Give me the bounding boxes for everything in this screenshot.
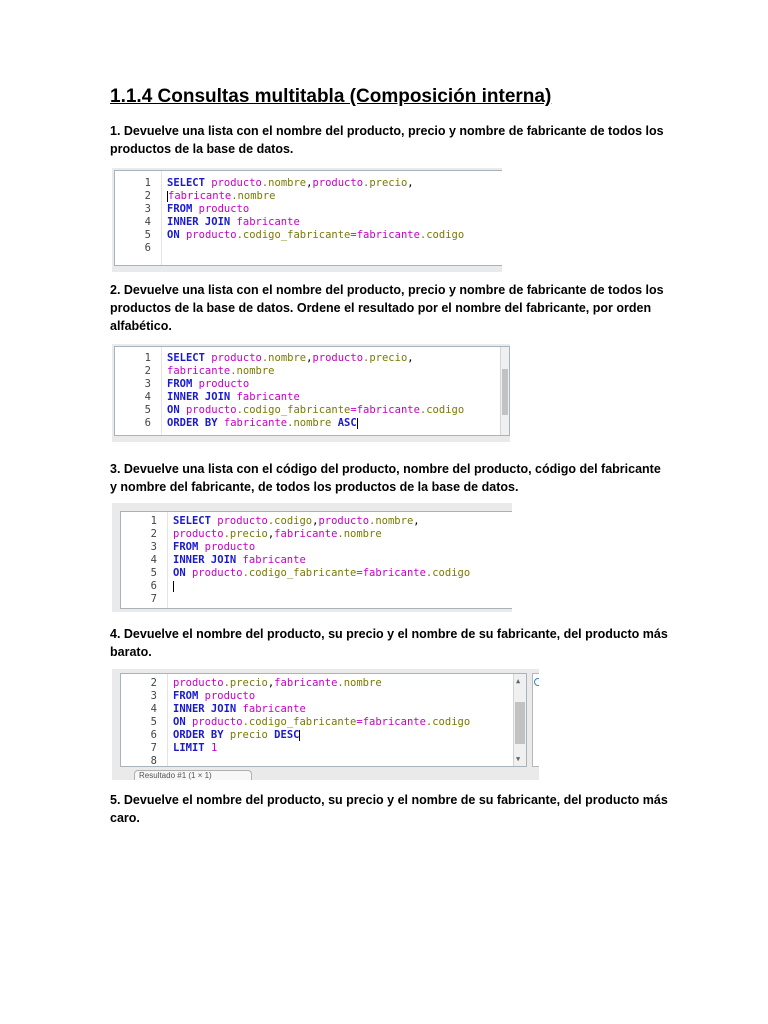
code-token: producto: [312, 352, 364, 364]
code-token: producto: [185, 229, 237, 241]
code-token: nombre: [375, 515, 414, 527]
code-text: [173, 716, 470, 729]
code-token: fabricante: [168, 190, 232, 202]
code-token: fabricante: [274, 677, 338, 689]
code-token: .: [419, 404, 427, 416]
code-token: ORDER BY: [167, 417, 218, 429]
code-token: .: [231, 190, 238, 202]
tab-results[interactable]: Resultado #1 (1 × 1): [134, 770, 252, 780]
code-token: nombre: [343, 528, 382, 540]
line-number: 6: [144, 242, 151, 254]
line-number: 2: [144, 365, 151, 377]
code-token: fabricante: [274, 528, 338, 540]
line-number: 6: [144, 417, 151, 429]
code-text: [173, 528, 382, 541]
code-line[interactable]: [121, 742, 526, 755]
code-line[interactable]: [115, 404, 509, 417]
screenshot-4: [112, 669, 539, 780]
code-line[interactable]: [115, 190, 502, 203]
code-token: producto: [204, 690, 256, 702]
line-number: 3: [150, 541, 157, 553]
code-text: [173, 580, 174, 593]
code-line[interactable]: [121, 690, 526, 703]
code-token: producto: [211, 352, 262, 364]
code-token: .: [287, 417, 294, 429]
code-token: .: [267, 515, 275, 527]
code-text: [167, 417, 358, 430]
code-token: .: [337, 677, 344, 689]
code-token: .: [261, 352, 269, 364]
sql-editor[interactable]: [120, 673, 527, 767]
code-token: producto: [191, 567, 243, 579]
sql-editor[interactable]: [114, 346, 510, 436]
line-number: 6: [150, 729, 157, 741]
code-token: nombre: [343, 677, 382, 689]
text-cursor: [299, 730, 300, 741]
code-token: .: [363, 352, 370, 364]
line-number: 3: [144, 378, 151, 390]
code-token: producto: [217, 515, 268, 527]
code-token: producto: [173, 528, 224, 540]
code-line[interactable]: [121, 554, 512, 567]
code-token: .: [261, 177, 269, 189]
code-token: producto: [198, 203, 250, 215]
code-line[interactable]: [121, 677, 526, 690]
screenshot-2: [112, 344, 510, 442]
code-token: ON: [167, 229, 180, 241]
code-text: [173, 515, 420, 528]
code-token: .: [223, 528, 230, 540]
line-number: 3: [144, 203, 151, 215]
code-text: [167, 177, 414, 190]
line-number: 2: [150, 677, 157, 689]
code-token: FROM: [173, 690, 199, 702]
code-token: fabricante: [167, 365, 231, 377]
sql-editor[interactable]: [114, 170, 502, 266]
scroll-down-arrow-icon[interactable]: ▼: [516, 755, 521, 763]
code-token: LIMIT: [173, 742, 205, 754]
code-token: precio: [369, 352, 408, 364]
screenshot-3: [112, 503, 512, 612]
code-token: codigo: [432, 716, 471, 728]
code-token: ,: [413, 515, 420, 527]
code-token: producto: [185, 404, 237, 416]
code-token: ,: [407, 177, 414, 189]
question-2: 2. Devuelve una lista con el nombre del producto, precio y nombre de fabricante de todos los productos de la base de datos. Ordene el resultado por el nombre del fabricante, por orden alfabético.: [110, 283, 664, 333]
code-token: SELECT: [167, 177, 205, 189]
code-token: codigo_fabricante: [242, 404, 351, 416]
code-token: precio: [229, 677, 268, 689]
screenshot-1: [112, 168, 502, 272]
code-text: [173, 677, 382, 690]
code-line[interactable]: [121, 541, 512, 554]
code-token: ,: [306, 177, 313, 189]
code-text: [167, 203, 249, 216]
code-token: codigo_fabricante: [242, 229, 351, 241]
line-number: 4: [150, 703, 157, 715]
line-number: 4: [144, 391, 151, 403]
code-line[interactable]: [115, 203, 502, 216]
question-4: 4. Devuelve el nombre del producto, su precio y el nombre de su fabricante, del producto más barato.: [110, 627, 668, 659]
code-text: [167, 391, 300, 404]
code-token: =: [356, 567, 363, 579]
line-number: 3: [150, 690, 157, 702]
code-token: SELECT: [167, 352, 205, 364]
code-line[interactable]: [121, 593, 512, 606]
code-line[interactable]: [121, 528, 512, 541]
code-token: fabricante: [236, 216, 300, 228]
code-line[interactable]: [115, 378, 509, 391]
question-1: 1. Devuelve una lista con el nombre del producto, precio y nombre de fabricante de todos los productos de la base de datos.: [110, 124, 664, 156]
vertical-scrollbar[interactable]: [513, 674, 526, 766]
code-token: FROM: [173, 541, 199, 553]
code-token: producto: [204, 541, 256, 553]
line-number: 5: [144, 229, 151, 241]
code-token: .: [337, 528, 344, 540]
code-token: fabricante: [223, 417, 288, 429]
code-token: producto: [173, 677, 224, 689]
code-token: .: [230, 365, 237, 377]
page-title: 1.1.4 Consultas multitabla (Composición interna): [110, 86, 552, 107]
code-token: ,: [306, 352, 313, 364]
code-token: ORDER BY: [173, 729, 224, 741]
code-text: [167, 378, 249, 391]
code-token: ,: [407, 352, 414, 364]
code-token: fabricante: [362, 567, 426, 579]
text-cursor: [173, 581, 174, 592]
line-number: 1: [144, 352, 151, 364]
code-token: 1: [210, 742, 218, 754]
code-line[interactable]: [115, 216, 502, 229]
code-token: ON: [173, 567, 186, 579]
code-token: codigo: [426, 404, 465, 416]
code-token: ,: [312, 515, 319, 527]
code-text: [173, 703, 306, 716]
code-text: [173, 567, 470, 580]
code-token: =: [350, 229, 357, 241]
code-token: fabricante: [236, 391, 300, 403]
code-token: .: [369, 515, 376, 527]
scroll-up-arrow-icon[interactable]: ▲: [516, 677, 521, 685]
code-token: codigo_fabricante: [248, 716, 357, 728]
code-line[interactable]: [121, 716, 526, 729]
code-text: [167, 190, 275, 203]
refresh-icon[interactable]: [534, 678, 539, 686]
scrollbar-thumb[interactable]: [502, 369, 508, 415]
code-token: producto: [198, 378, 250, 390]
code-line[interactable]: [115, 352, 509, 365]
code-line[interactable]: [121, 567, 512, 580]
code-line[interactable]: [121, 703, 526, 716]
code-line[interactable]: [121, 580, 512, 593]
line-number: 1: [144, 177, 151, 189]
code-token: fabricante: [356, 404, 420, 416]
line-number: 1: [150, 515, 157, 527]
code-token: .: [425, 716, 433, 728]
code-token: precio: [229, 729, 268, 741]
code-text: [167, 216, 300, 229]
code-token: .: [363, 177, 370, 189]
line-number: 5: [144, 404, 151, 416]
code-token: INNER JOIN: [167, 216, 231, 228]
line-number: 5: [150, 567, 157, 579]
sql-editor[interactable]: [120, 511, 512, 609]
line-number: 6: [150, 580, 157, 592]
code-token: FROM: [167, 378, 193, 390]
code-token: codigo: [426, 229, 465, 241]
code-token: ASC: [337, 417, 357, 429]
code-token: INNER JOIN: [173, 554, 237, 566]
code-token: DESC: [274, 729, 300, 741]
code-token: .: [425, 567, 433, 579]
code-line[interactable]: [115, 177, 502, 190]
line-number: 7: [150, 593, 157, 605]
code-token: nombre: [293, 417, 332, 429]
vertical-scrollbar[interactable]: [500, 347, 509, 435]
code-text: [173, 729, 300, 742]
code-text: [173, 541, 255, 554]
code-token: precio: [229, 528, 268, 540]
text-cursor: [357, 418, 358, 429]
code-text: [167, 365, 274, 378]
code-line[interactable]: [115, 229, 502, 242]
code-line[interactable]: [115, 417, 509, 430]
code-token: .: [242, 567, 249, 579]
code-token: FROM: [167, 203, 193, 215]
question-3: 3. Devuelve una lista con el código del producto, nombre del producto, código del fabricante y nombre del fabricante, de todos los productos de la base de datos.: [110, 462, 661, 494]
line-number: 2: [150, 528, 157, 540]
code-token: precio: [369, 177, 408, 189]
line-number: 7: [150, 742, 157, 754]
code-line[interactable]: [121, 515, 512, 528]
line-number: 2: [144, 190, 151, 202]
code-token: INNER JOIN: [173, 703, 237, 715]
code-token: .: [236, 404, 243, 416]
code-token: .: [419, 229, 427, 241]
code-token: .: [236, 229, 243, 241]
code-token: ON: [167, 404, 180, 416]
code-token: codigo: [274, 515, 313, 527]
code-text: [167, 404, 464, 417]
code-token: producto: [191, 716, 243, 728]
code-line[interactable]: [121, 729, 526, 742]
code-token: ,: [267, 528, 275, 540]
code-text: [173, 742, 217, 755]
code-text: [167, 229, 464, 242]
line-number: 8: [150, 755, 157, 767]
code-token: codigo: [432, 567, 471, 579]
code-token: =: [350, 404, 357, 416]
code-line[interactable]: [115, 391, 509, 404]
code-token: producto: [318, 515, 370, 527]
scrollbar-thumb[interactable]: [515, 702, 525, 744]
code-token: codigo_fabricante: [248, 567, 357, 579]
code-token: fabricante: [242, 703, 306, 715]
code-token: .: [223, 677, 230, 689]
code-token: fabricante: [356, 229, 420, 241]
code-token: nombre: [268, 352, 307, 364]
line-number: 4: [150, 554, 157, 566]
side-panel: [532, 673, 539, 767]
code-line[interactable]: [115, 242, 502, 255]
code-token: producto: [211, 177, 262, 189]
line-number: 5: [150, 716, 157, 728]
code-token: nombre: [268, 177, 307, 189]
code-token: fabricante: [242, 554, 306, 566]
code-token: ,: [267, 677, 275, 689]
code-token: =: [356, 716, 363, 728]
code-token: ON: [173, 716, 186, 728]
code-token: nombre: [236, 365, 275, 377]
code-text: [173, 690, 255, 703]
code-token: INNER JOIN: [167, 391, 231, 403]
code-token: nombre: [237, 190, 276, 202]
code-line[interactable]: [121, 755, 526, 767]
code-token: producto: [312, 177, 364, 189]
code-token: fabricante: [362, 716, 426, 728]
line-number: 4: [144, 216, 151, 228]
code-token: .: [242, 716, 249, 728]
code-text: [167, 352, 414, 365]
question-5: 5. Devuelve el nombre del producto, su precio y el nombre de su fabricante, del producto más caro.: [110, 793, 668, 825]
code-line[interactable]: [115, 365, 509, 378]
code-text: [173, 554, 306, 567]
code-token: SELECT: [173, 515, 211, 527]
